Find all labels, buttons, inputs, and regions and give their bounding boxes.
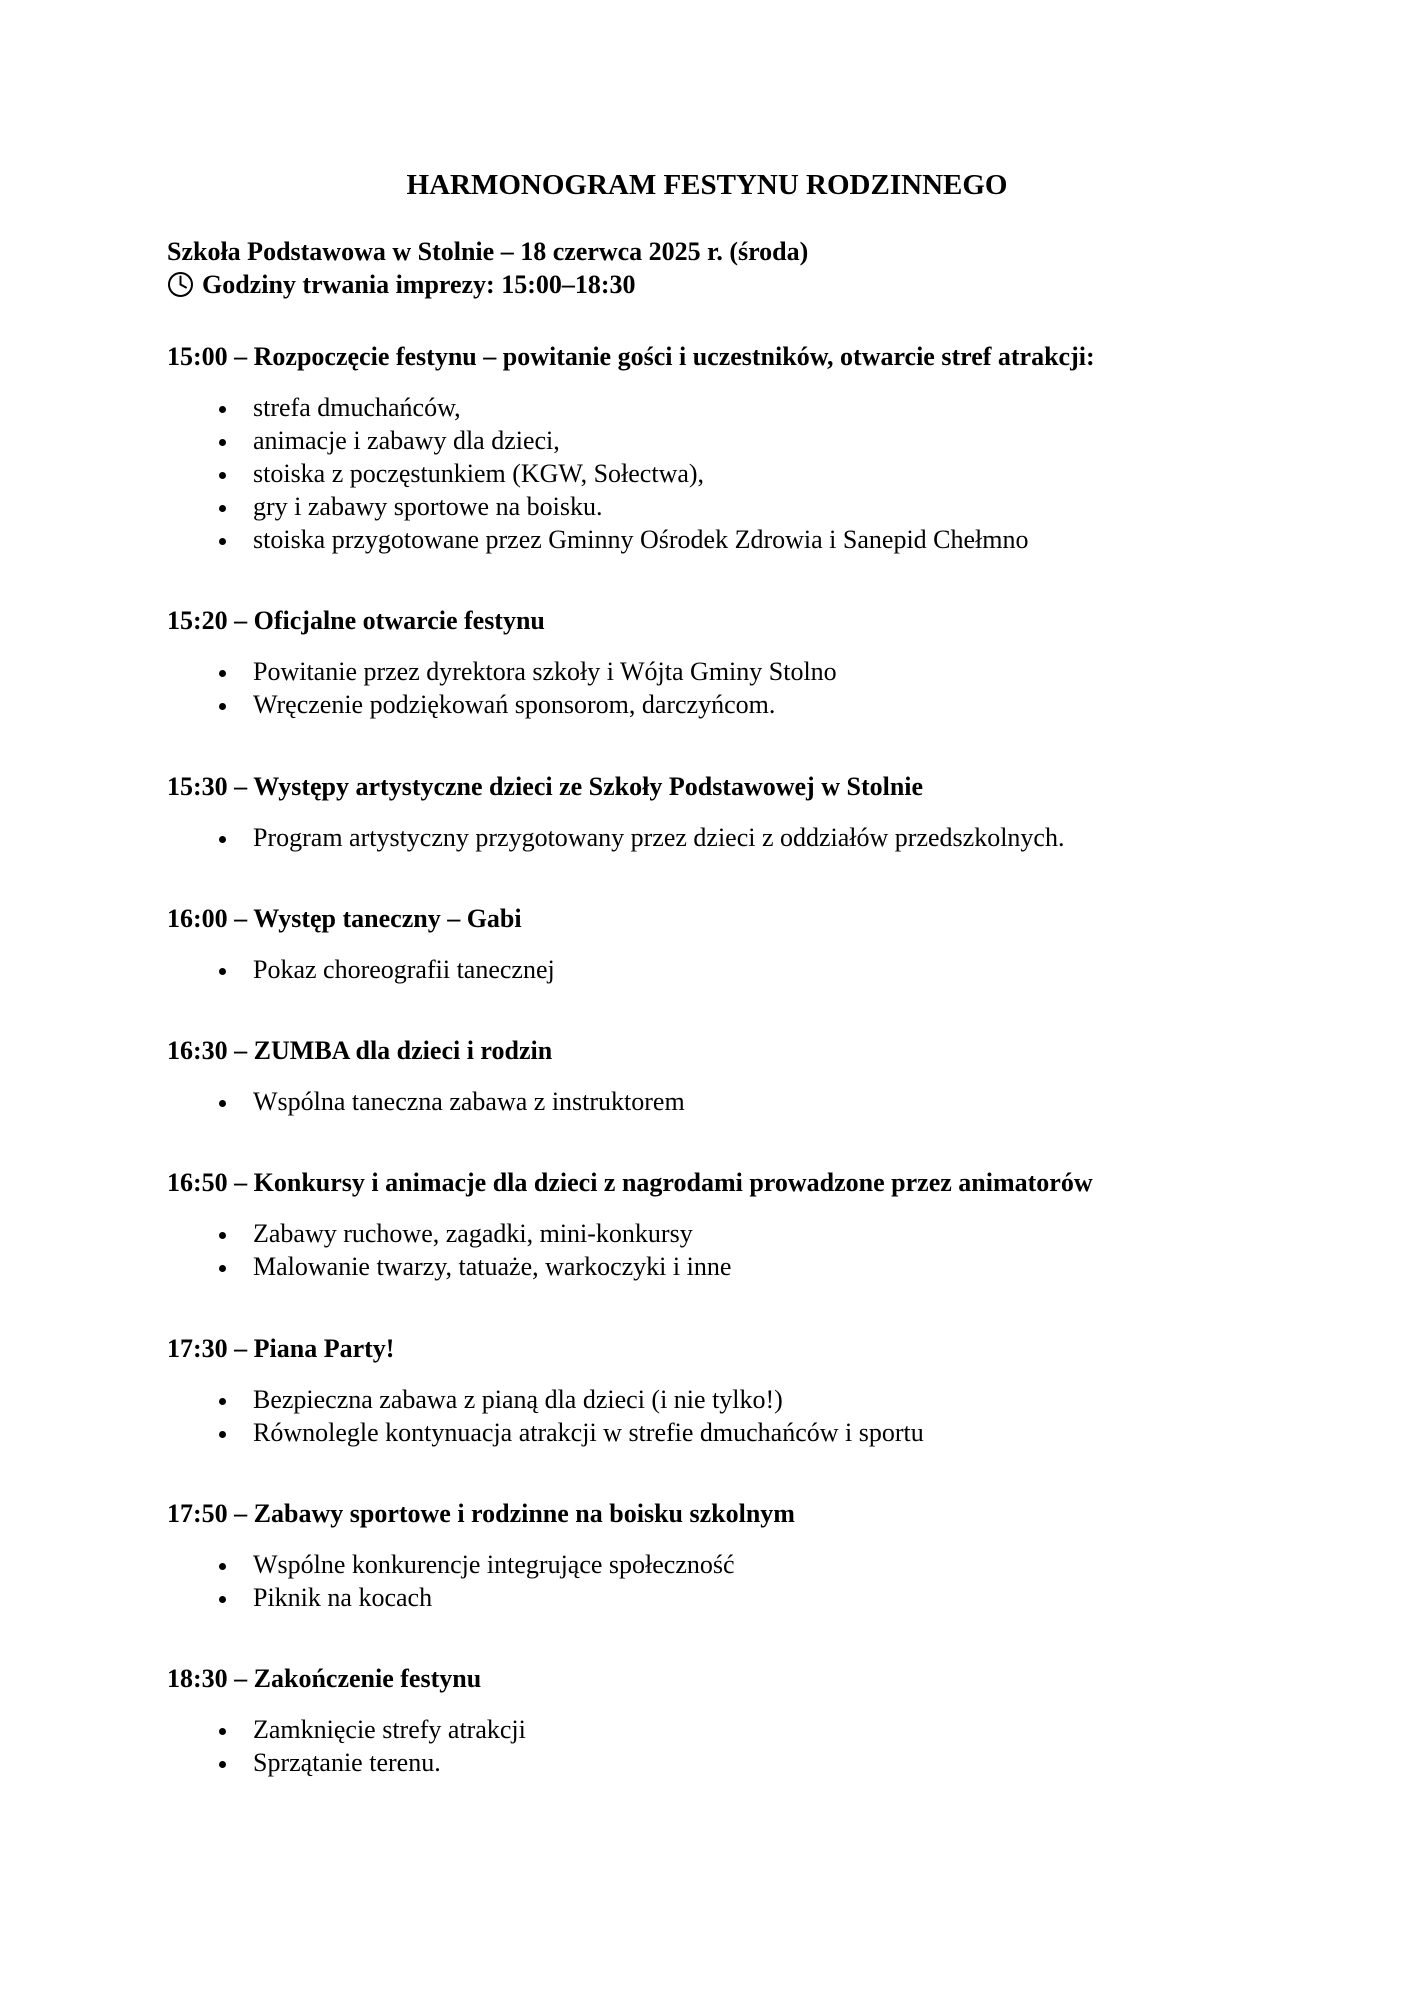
section-items (167, 1085, 685, 1118)
section-heading: 17:50 – Zabawy sportowe i rodzinne na boisku szkolnym (167, 1499, 795, 1528)
section-heading: 15:00 – Rozpoczęcie festynu – powitanie gości i uczestników, otwarcie stref atrakcji: (167, 342, 1095, 371)
list-item-text: Piknik na kocach (253, 1583, 433, 1612)
bullet-icon (219, 505, 226, 512)
list-item (167, 457, 1095, 490)
schedule-section (167, 902, 555, 986)
schedule-section (167, 1662, 526, 1779)
bullet-icon (219, 439, 226, 446)
bullet-icon (219, 1431, 226, 1438)
list-item (167, 523, 1095, 556)
schedule-section (167, 340, 1095, 556)
bullet-icon (219, 406, 226, 413)
list-item-text: stoiska przygotowane przez Gminny Ośrodek Zdrowia i Sanepid Chełmno (253, 525, 1029, 554)
list-item (167, 490, 1095, 523)
section-items (167, 391, 1095, 556)
list-item-text: Wspólne konkurencje integrujące społeczność (253, 1550, 735, 1579)
schedule-section (167, 604, 837, 721)
list-item-text: Wspólna taneczna zabawa z instruktorem (253, 1087, 685, 1116)
section-items (167, 821, 1064, 854)
bullet-icon (219, 1232, 226, 1239)
section-heading: 15:30 – Występy artystyczne dzieci ze Szkoły Podstawowej w Stolnie (167, 772, 924, 801)
section-heading: 15:20 – Oficjalne otwarcie festynu (167, 606, 545, 635)
schedule-section (167, 1034, 685, 1118)
list-item (167, 953, 555, 986)
list-item-text: Malowanie twarzy, tatuaże, warkoczyki i inne (253, 1252, 732, 1281)
event-hours: Godziny trwania imprezy: 15:00–18:30 (202, 270, 636, 299)
bullet-icon (219, 1563, 226, 1570)
schedule-section (167, 1166, 1093, 1283)
list-item (167, 1250, 1093, 1283)
list-item-text: stoiska z poczęstunkiem (KGW, Sołectwa), (253, 459, 705, 488)
list-item-text: Zabawy ruchowe, zagadki, mini-konkursy (253, 1219, 693, 1248)
bullet-icon (219, 968, 226, 975)
list-item-text: Pokaz choreografii tanecznej (253, 955, 555, 984)
bullet-icon (219, 1265, 226, 1272)
section-heading: 16:00 – Występ taneczny – Gabi (167, 904, 522, 933)
list-item (167, 688, 837, 721)
list-item-text: strefa dmuchańców, (253, 393, 461, 422)
section-heading: 18:30 – Zakończenie festynu (167, 1664, 482, 1693)
bullet-icon (219, 538, 226, 545)
list-item-text: Równolegle kontynuacja atrakcji w strefie dmuchańców i sportu (253, 1418, 924, 1447)
bullet-icon (219, 1761, 226, 1768)
list-item (167, 821, 1064, 854)
section-items (167, 1548, 795, 1614)
list-item-text: Wręczenie podziękowań sponsorom, darczyńcom. (253, 690, 776, 719)
schedule-section (167, 1497, 795, 1614)
event-hours-line (167, 268, 808, 301)
list-item (167, 1713, 526, 1746)
document-title: HARMONOGRAM FESTYNU RODZINNEGO (406, 169, 1008, 201)
list-item (167, 1217, 1093, 1250)
list-item (167, 1746, 526, 1779)
section-heading: 16:50 – Konkursy i animacje dla dzieci z nagrodami prowadzone przez animatorów (167, 1168, 1093, 1197)
section-items (167, 1383, 924, 1449)
list-item (167, 1085, 685, 1118)
section-items (167, 655, 837, 721)
bullet-icon (219, 1596, 226, 1603)
bullet-icon (219, 1728, 226, 1735)
list-item (167, 1383, 924, 1416)
list-item-text: animacje i zabawy dla dzieci, (253, 426, 560, 455)
list-item (167, 655, 837, 688)
list-item (167, 1416, 924, 1449)
bullet-icon (219, 670, 226, 677)
list-item-text: Zamknięcie strefy atrakcji (253, 1715, 526, 1744)
section-heading: 16:30 – ZUMBA dla dzieci i rodzin (167, 1036, 553, 1065)
list-item (167, 424, 1095, 457)
schedule-section (167, 1332, 924, 1449)
bullet-icon (219, 472, 226, 479)
bullet-icon (219, 703, 226, 710)
list-item (167, 1581, 795, 1614)
section-items (167, 1713, 526, 1779)
list-item-text: Bezpieczna zabawa z pianą dla dzieci (i nie tylko!) (253, 1385, 783, 1414)
section-items (167, 953, 555, 986)
event-info (167, 235, 808, 301)
list-item (167, 391, 1095, 424)
list-item-text: Program artystyczny przygotowany przez dzieci z oddziałów przedszkolnych. (253, 823, 1065, 852)
clock-icon (167, 271, 194, 298)
list-item (167, 1548, 795, 1581)
list-item-text: gry i zabawy sportowe na boisku. (253, 492, 603, 521)
list-item-text: Sprzątanie terenu. (253, 1748, 441, 1777)
event-location-date: Szkoła Podstawowa w Stolnie – 18 czerwca 2025 r. (środa) (167, 237, 809, 266)
section-items (167, 1217, 1093, 1283)
section-heading: 17:30 – Piana Party! (167, 1334, 395, 1363)
schedule-section (167, 770, 1064, 854)
list-item-text: Powitanie przez dyrektora szkoły i Wójta Gminy Stolno (253, 657, 837, 686)
bullet-icon (219, 1100, 226, 1107)
bullet-icon (219, 836, 226, 843)
bullet-icon (219, 1398, 226, 1405)
